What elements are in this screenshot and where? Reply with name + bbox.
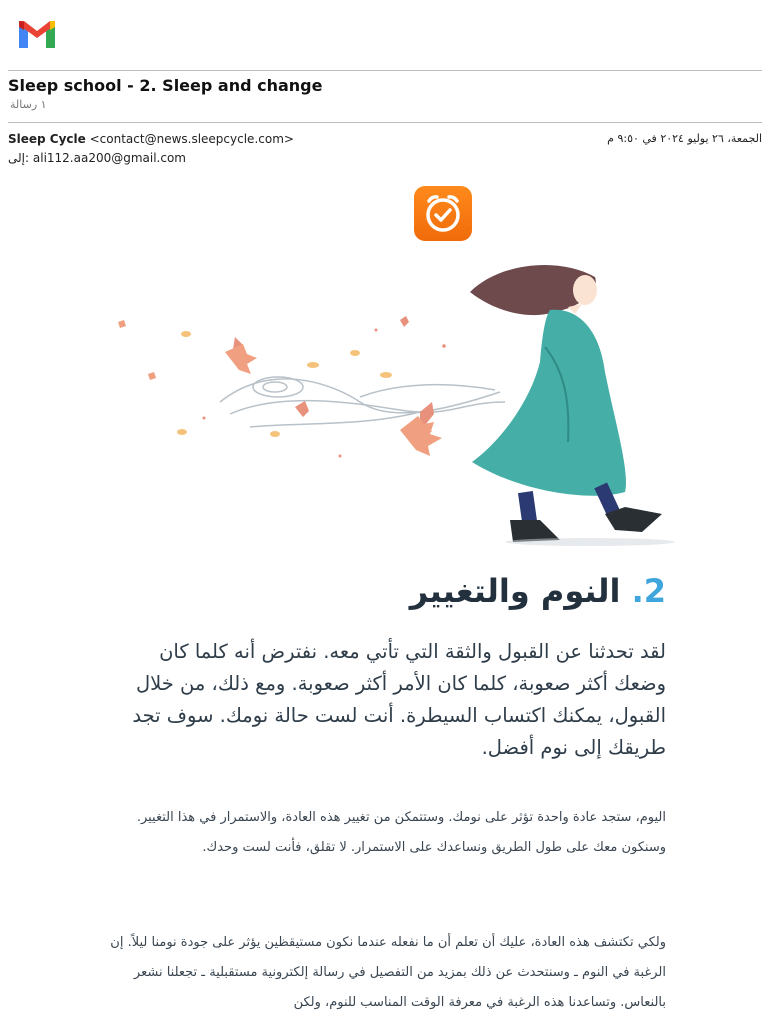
body-paragraph-1: اليوم، ستجد عادة واحدة تؤثر على نومك. وستتمكن من تغيير هذه العادة، والاستمرار في هذا التغيير. وسنكون معك على طول الطريق ونساعدك على الاستمرار. لا تقلق، فأنت لست وحدك.: [136, 810, 666, 855]
recipient-label: إلى:: [8, 151, 30, 165]
email-date: الجمعة، ٢٦ يوليو ٢٠٢٤ في ٩:٥٠ م: [607, 132, 762, 145]
divider: [8, 122, 762, 123]
gmail-logo-icon[interactable]: [16, 18, 58, 50]
sleep-cycle-alarm-clock-icon[interactable]: [414, 186, 472, 241]
email-subject: Sleep school - 2. Sleep and change: [8, 76, 323, 95]
section-heading: [410, 572, 666, 610]
sender-line: [8, 132, 294, 146]
autumn-leaves-icon: [118, 316, 446, 458]
body-paragraph-2: ولكي تكتشف هذه العادة، عليك أن تعلم أن ما نفعله عندما نكون مستيقظين يؤثر على جودة نومنا ليلاً. إن الرغبة في النوم ـ وسنتحدث عن ذلك بمزيد من التفصيل في رسالة إلكترونية مستقبلية ـ تجعلنا نشعر بالنعاس. وتساعدنا هذه الرغبة في معرفة الوقت المناسب للنوم، ولكن: [110, 935, 666, 1010]
lead-paragraph: لقد تحدثنا عن القبول والثقة التي تأتي معه. نفترض أنه كلما كان وضعك أكثر صعوبة، كلما كان الأمر أكثر صعوبة. ومع ذلك، من خلال القبول، يمكنك اكتساب السيطرة. أنت لست حالة نومك. سوف تجد طريقك إلى نوم أفضل.: [132, 640, 666, 759]
heading-number: 2.: [631, 572, 666, 610]
divider: [8, 70, 762, 71]
sender-name: Sleep Cycle: [8, 132, 86, 146]
woman-walking-illustration: [470, 265, 675, 546]
wind-lines-icon: [220, 377, 505, 427]
sender-email: <contact@news.sleepcycle.com>: [89, 132, 294, 146]
heading-text: النوم والتغيير: [409, 572, 621, 610]
hero-illustration: [100, 252, 680, 562]
header-bar: [0, 0, 768, 70]
recipient-line: [8, 151, 186, 165]
message-count: ١ رسالة: [10, 98, 47, 111]
recipient-address[interactable]: ali112.aa200@gmail.com: [32, 151, 186, 165]
